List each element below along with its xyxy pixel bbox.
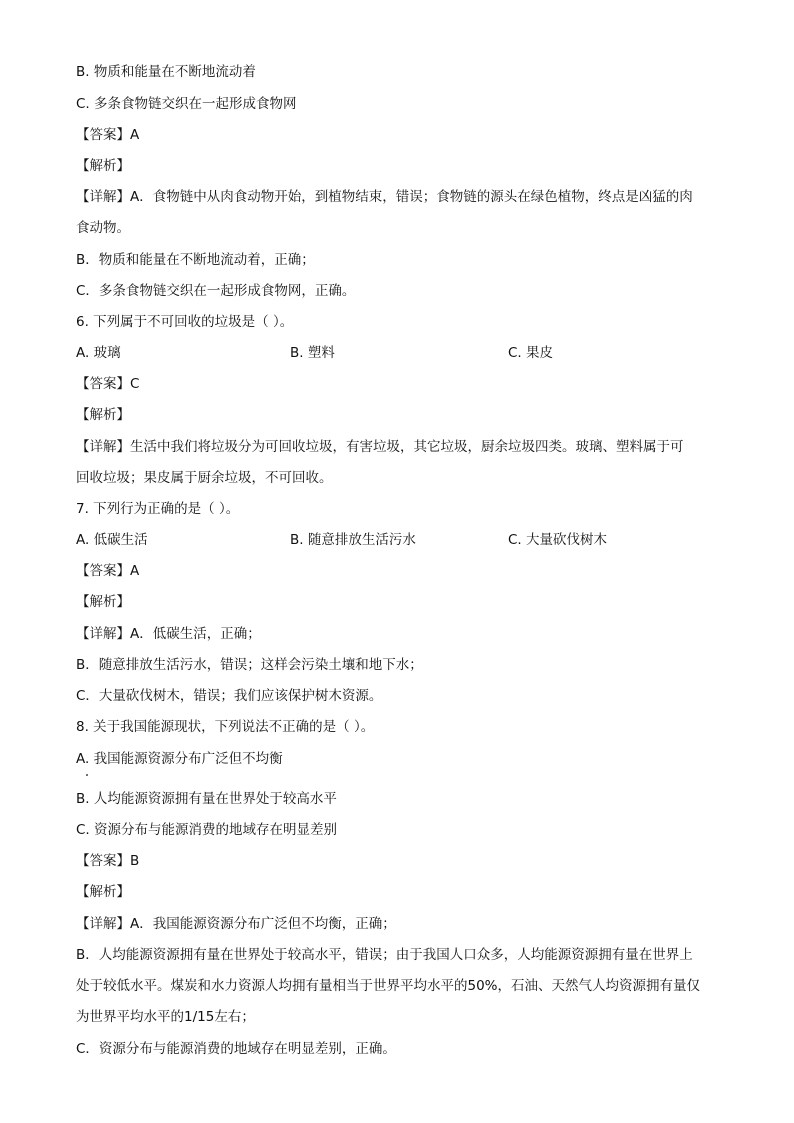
detail-line: B．人均能源资源拥有量在世界处于较高水平，错误；由于我国人口众多，人均能源资源拥有量在世界上 [76, 947, 693, 963]
detail-line: 回收垃圾；果皮属于厨余垃圾，不可回收。 [76, 470, 333, 486]
q7-option-a: A. 低碳生活 [76, 532, 148, 548]
analysis-heading: 【解析】 [76, 884, 130, 900]
q8-option-b: B. 人均能源资源拥有量在世界处于较高水平 [76, 791, 337, 807]
option-line: C. 多条食物链交织在一起形成食物网 [76, 96, 297, 112]
detail-line: C．多条食物链交织在一起形成食物网，正确。 [76, 283, 356, 299]
analysis-heading: 【解析】 [76, 594, 130, 610]
question-8: 8. 关于我国能源现状，下列说法不正确的是（ ）。 [76, 719, 375, 735]
detail-line: C．大量砍伐树木，错误；我们应该保护树木资源。 [76, 688, 383, 704]
q6-option-a: A. 玻璃 [76, 345, 121, 361]
answer-line: 【答案】B [76, 853, 140, 869]
q8-option-a: A. 我国能源资源分布广泛但不均衡 [76, 751, 283, 767]
detail-line: 处于较低水平。煤炭和水力资源人均拥有量相当于世界平均水平的50%，石油、天然气人均资源拥有量仅 [76, 978, 701, 994]
question-7: 7. 下列行为正确的是（ ）。 [76, 501, 240, 517]
question-6: 6. 下列属于不可回收的垃圾是（ ）。 [76, 314, 294, 330]
answer-line: 【答案】A [76, 127, 140, 143]
detail-line: 为世界平均水平的1/15左右； [76, 1009, 255, 1025]
detail-line: B．随意排放生活污水，错误；这样会污染土壤和地下水； [76, 657, 423, 673]
analysis-heading: 【解析】 [76, 158, 130, 174]
analysis-heading: 【解析】 [76, 407, 130, 423]
q8-option-c: C. 资源分布与能源消费的地域存在明显差别 [76, 822, 338, 838]
detail-line: 【详解】生活中我们将垃圾分为可回收垃圾，有害垃圾，其它垃圾，厨余垃圾四类。玻璃、塑料属于可 [76, 439, 684, 455]
detail-line: 【详解】A．食物链中从肉食动物开始，到植物结束，错误；食物链的源头在绿色植物，终点是凶猛的肉 [76, 189, 693, 205]
answer-line: 【答案】A [76, 563, 140, 579]
detail-line: 【详解】A．我国能源资源分布广泛但不均衡，正确； [76, 916, 396, 932]
detail-line: B．物质和能量在不断地流动着，正确； [76, 252, 315, 268]
detail-line: 食动物。 [76, 220, 130, 236]
q6-option-c: C. 果皮 [508, 345, 554, 361]
q7-option-b: B. 随意排放生活污水 [290, 532, 416, 548]
q6-option-b: B. 塑料 [290, 345, 335, 361]
detail-line: C．资源分布与能源消费的地域存在明显差别，正确。 [76, 1041, 396, 1057]
detail-line: 【详解】A．低碳生活，正确； [76, 626, 261, 642]
option-line: B. 物质和能量在不断地流动着 [76, 64, 256, 80]
q7-option-c: C. 大量砍伐树木 [508, 532, 608, 548]
stray-dot [86, 774, 88, 776]
answer-line: 【答案】C [76, 376, 140, 392]
